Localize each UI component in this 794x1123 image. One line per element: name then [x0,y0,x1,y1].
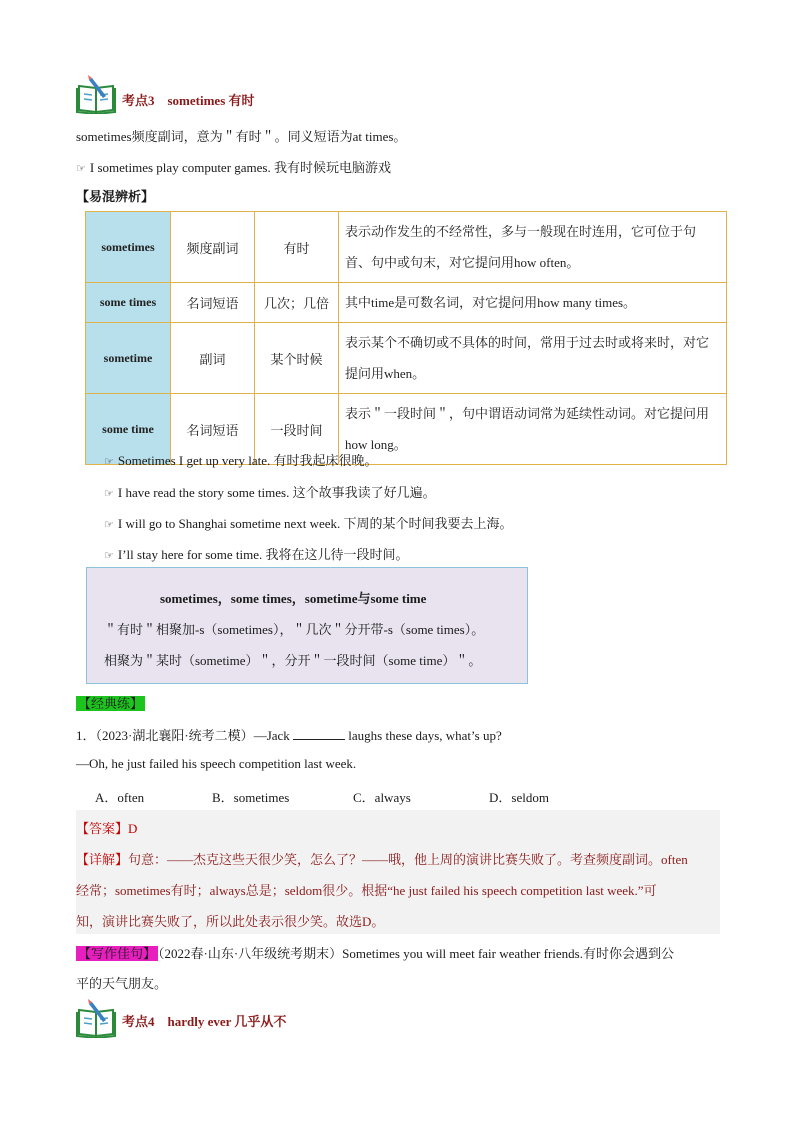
table-word: sometime [86,323,171,394]
writing-line-2: 平的天气朋友。 [76,976,168,991]
option-b: B．sometimes [212,790,290,805]
table-row [86,212,727,283]
answer-label: 【答案】 [76,821,129,836]
pointing-hand-icon: ☞ [104,487,114,500]
table-desc: 表示动作发生的不经常性，多与一般现在时连用，它可位于句首、句中或句末，对它提问用how often。 [339,212,727,283]
writing-line-1 [76,943,674,962]
detail-line-2: 经常；sometimes有时；always总是；seldom很少。根据“he just failed his speech competition last week.”可 [76,883,657,898]
example-text: Sometimes I get up very late. 有时我起床很晚。 [117,453,378,468]
writing-label: 【写作佳句】 [78,946,157,961]
practice-label-text: 【经典练】 [78,696,144,711]
question-source: （2023·湖北襄阳·统考二模） [95,728,254,743]
question-1 [76,725,502,744]
table-desc: 其中time是可数名词，对它提问用how many times。 [339,283,727,323]
table-pos: 副词 [171,323,255,394]
detail-text-1: 句意：——杰克这些天很少笑，怎么了？——哦，他上周的演讲比赛失败了。考查频度副词。often [128,852,688,867]
question-number: 1． [76,728,96,743]
detail-line-3: 知，演讲比赛失败了，所以此处表示很少笑。故选D。 [76,914,385,929]
answer-line [76,818,137,837]
table-meaning: 有时 [255,212,339,283]
pointing-hand-icon: ☞ [76,162,86,175]
table-meaning: 一段时间 [255,394,339,465]
detail-label: 【详解】 [76,852,129,867]
detail-line-1 [76,849,688,868]
table-desc: 表示＂一段时间＂，句中谓语动词常为延续性动词。对它提问用how long。 [339,394,727,465]
tip-line-1: ＂有时＂相聚加-s（sometimes），＂几次＂分开带-s（some times）。 [104,622,485,637]
table-word: some time [86,394,171,465]
example-text: I’ll stay here for some time. 我将在这儿待一段时间。 [117,547,409,562]
tip-line-2: 相聚为＂某时（sometime）＂，分开＂一段时间（some time）＂。 [104,653,482,668]
option-a: A．often [95,790,145,805]
kaodian4-title: 考点4 hardly ever 几乎从不 [122,1014,287,1029]
example-text: I will go to Shanghai sometime next week. 下周的某个时间我要去上海。 [117,516,513,531]
table-word: sometimes [86,212,171,283]
table-pos: 名词短语 [171,283,255,323]
pointing-hand-icon: ☞ [104,455,114,468]
table-pos: 名词短语 [171,394,255,465]
table-row [86,323,727,394]
kaodian3-intro: sometimes频度副词，意为＂有时＂。同义短语为at times。 [76,129,407,144]
book-pen-icon [76,74,118,114]
confusion-table [85,211,727,465]
mnemonic-tip-box [86,567,528,684]
example-text: I have read the story some times. 这个故事我读了好几遍。 [117,485,436,500]
confusion-heading: 【易混辨析】 [76,189,155,204]
book-pen-icon [76,998,118,1038]
kaodian3-example-text: I sometimes play computer games. 我有时候玩电脑游戏 [89,160,391,175]
list-item [104,482,436,501]
question-text-post: laughs these days, what’s up? [345,728,502,743]
writing-text-1: （2022春·山东·八年级统考期末）Sometimes you will meet fair weather friends.有时你会遇到公 [158,946,674,961]
list-item [104,513,513,532]
pointing-hand-icon: ☞ [104,549,114,562]
table-pos: 频度副词 [171,212,255,283]
kaodian3-example [76,157,391,176]
table-meaning: 几次；几倍 [255,283,339,323]
question-line-2: —Oh, he just failed his speech competition last week. [76,756,357,771]
answer-blank [293,727,345,740]
list-item [104,544,409,563]
pointing-hand-icon: ☞ [104,518,114,531]
list-item [104,450,377,469]
option-d: D．seldom [489,790,549,805]
table-meaning: 某个时候 [255,323,339,394]
answer-value: D [128,821,138,836]
option-c: C．always [353,790,411,805]
table-row [86,283,727,323]
tip-title: sometimes，some times，sometime与some time [160,591,427,606]
question-text-pre: —Jack [253,728,294,743]
kaodian3-title: 考点3 sometimes 有时 [122,93,255,108]
table-word: some times [86,283,171,323]
table-desc: 表示某个不确切或不具体的时间，常用于过去时或将来时，对它提问用when。 [339,323,727,394]
practice-label [76,693,145,712]
